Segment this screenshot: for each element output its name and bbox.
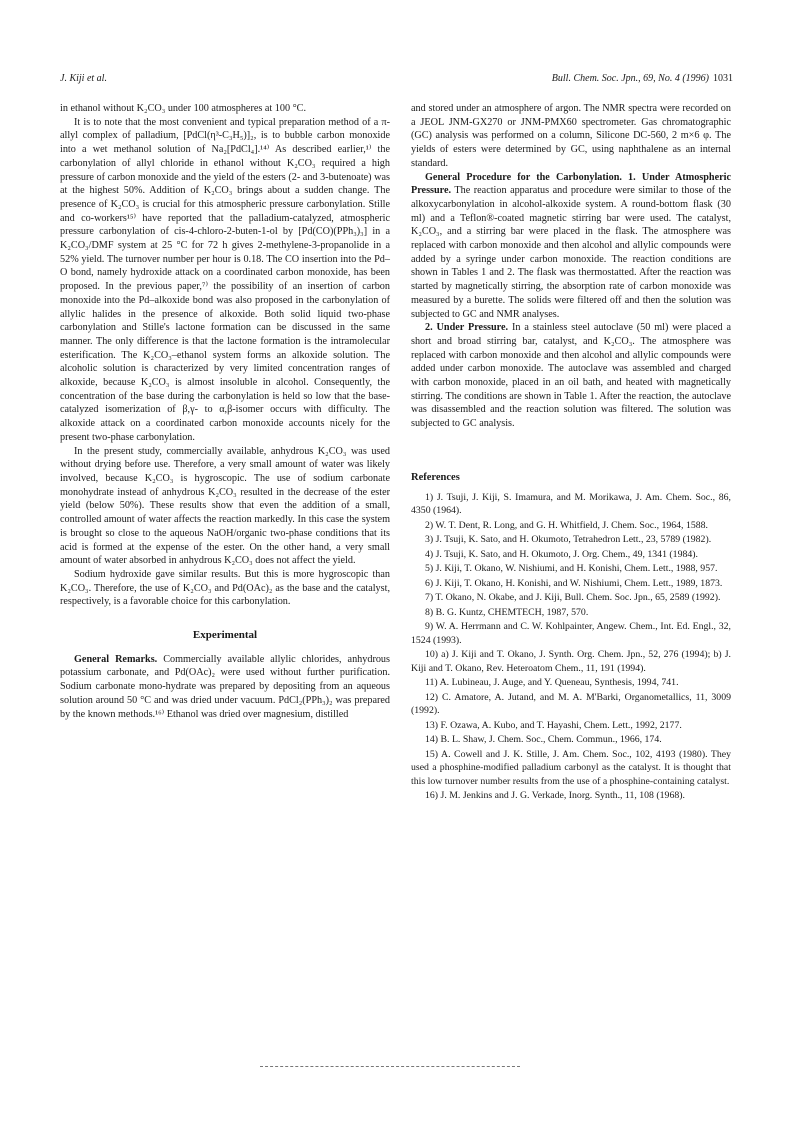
paragraph: It is to note that the most convenient and typical preparation method of a π-allyl complex of palladium, [PdCl(η³-C₃H₅)]₂, is to bubble carbon monoxide into a wet methanol solution of Na₂[PdCl₄].¹⁴⁾ As described earlier,¹⁾ the carbonylation of allyl chloride in ethanol without K₂CO₃ required a high pressure of carbon monoxide and the yield of the esters (2- and 3-butenoate) was at the highest 50%. Addition of K₂CO₃ brings about a sudden change. The presence of K₂CO₃ is crucial for this atmospheric pressure carbonylation. Stille and co-workers¹⁵⁾ have reported that the palladium-catalyzed, atmospheric pressure carbonylation of cis-4-chloro-2-buten-1-ol by [Pd(CO)(PPh₃)₃] in a K₂CO₃/DMF system at 25 °C for 72 h gives 2-methylene-3-propanolide in a 52% yield. The turnover number per hour is 0.18. The CO insertion into the Pd–O bond, namely hydroxide attack on a coordinated carbon monoxide, has been proposed. In the previous paper,⁷⁾ the possibility of an insertion of carbon monoxide into the Pd–alkoxide bond was also proposed in the carbonylation of allylic halides in the presence of alkoxide. Both solid liquid two-phase carbonylation and Stille's lactone formation can be discussed in the same manner. The only difference is that the lactone formation is the intramolecular esterification. The K₂CO₃–ethanol system forms an alkoxide solution. The alcoholic solution is characterized by very limited concentration ranges of alkoxide, because K₂CO₃ is almost insoluble in alcohol. Consequently, the concentration of the base during the carbonylation is held so low that the base-catalyzed isomerization of β,γ- to α,β-isomer occurs with difficulty. The alkoxide attack on a coordinated carbon monoxide accounts nicely for the present two-phase carbonylation.	[60, 116, 390, 443]
paragraph: in ethanol without K₂CO₃ under 100 atmospheres at 100 °C.	[60, 103, 307, 114]
page-number: 1031	[713, 73, 733, 84]
left-column	[60, 102, 390, 721]
header-journal-block	[552, 73, 733, 84]
header-journal: Bull. Chem. Soc. Jpn., 69, No. 4 (1996)	[551, 73, 709, 84]
paragraph-general-remarks	[60, 653, 390, 722]
references-heading: References	[411, 471, 460, 483]
paragraph-under-pressure	[411, 321, 731, 431]
reference-item: 3) J. Tsuji, K. Sato, and H. Okumoto, Tetrahedron Lett., 23, 5789 (1982).	[425, 534, 712, 546]
paragraph-general-procedure	[411, 171, 731, 322]
reference-item: 13) F. Ozawa, A. Kubo, and T. Hayashi, Chem. Lett., 1992, 2177.	[425, 719, 682, 731]
reference-item: 8) B. G. Kuntz, CHEMTECH, 1987, 570.	[425, 606, 589, 618]
paragraph: and stored under an atmosphere of argon. The NMR spectra were recorded on a JEOL JNM-GX270 or JNM-PMX60 spectrometer. Gas chromatographic (GC) analysis was performed on a column, Silicone DC-560, 2 m×6 φ. The yields of esters were determined by GC, using naphthalene as an internal standard.	[411, 103, 731, 169]
run-in-heading: General Remarks.	[74, 653, 158, 665]
reference-item: 2) W. T. Dent, R. Long, and G. H. Whitfield, J. Chem. Soc., 1964, 1588.	[425, 519, 709, 531]
footer-divider	[260, 1066, 520, 1067]
reference-item: 16) J. M. Jenkins and J. G. Verkade, Inorg. Synth., 11, 108 (1968).	[425, 790, 685, 802]
paragraph-text: The reaction apparatus and procedure were similar to those of the alkoxycarbonylation in alcohol-alkoxide system. A round-bottom flask (30 ml) and a Teflon®-coated magnetic stirring bar were used. The catalyst, K₂CO₃, and a stirring bar were placed in the flask. The atmosphere was replaced with carbon monoxide and then alcohol and allylic compounds were added by a syringe under carbon monoxide. The reaction conditions are shown in Tables 1 and 2. The flask was thermostatted. After the reaction was started by magnetically stirring, the absorption rate of carbon monoxide was measured by a burette. The solids were filtered off and then the solution was subjected to GC and NMR analyses.	[411, 185, 731, 320]
reference-item: 1) J. Tsuji, J. Kiji, S. Imamura, and M. Morikawa, J. Am. Chem. Soc., 86, 4350 (1964).	[411, 491, 731, 517]
reference-item: 5) J. Kiji, T. Okano, W. Nishiumi, and H. Konishi, Chem. Lett., 1988, 957.	[425, 563, 718, 575]
reference-item: 10) a) J. Kiji and T. Okano, J. Synth. Org. Chem. Jpn., 52, 276 (1994); b) J. Kiji and T. Okano, Rev. Heteroatom Chem., 11, 191 (1994).	[411, 649, 731, 674]
reference-item: 11) A. Lubineau, J. Auge, and Y. Queneau, Synthesis, 1994, 741.	[425, 677, 679, 689]
run-in-heading: 2. Under Pressure.	[425, 322, 509, 334]
reference-item: 6) J. Kiji, T. Okano, H. Konishi, and W. Nishiumi, Chem. Lett., 1989, 1873.	[425, 577, 723, 589]
reference-item: 9) W. A. Herrmann and C. W. Kohlpainter, Angew. Chem., Int. Ed. Engl., 32, 1524 (1993).	[411, 621, 731, 646]
run-in-heading: General Procedure for the Carbonylation. 1. Under Atmospheric Pressure.	[411, 171, 731, 197]
paragraph: Sodium hydroxide gave similar results. But this is more hygroscopic than K₂CO₃. Therefore, the use of K₂CO₃ and Pd(OAc)₂ as the base and the catalyst, respectively, is a favorable choice for this carbonylation.	[60, 568, 390, 608]
reference-item: 12) C. Amatore, A. Jutand, and M. A. M'Barki, Organometallics, 11, 3009 (1992).	[411, 691, 731, 717]
right-column	[411, 102, 731, 804]
running-header	[60, 73, 733, 89]
reference-list	[411, 491, 731, 803]
paragraph-text: Commercially available allylic chlorides, anhydrous potassium carbonate, and Pd(OAc)₂ were used without further purification. Sodium carbonate mono-hydrate was prepared by depositing from an aqueous solution around 50 °C and was dried under vacuum. PdCl₂(PPh₃)₂ was prepared by the known methods.¹⁶⁾ Ethanol was dried over magnesium, distilled	[60, 653, 390, 720]
paragraph: In the present study, commercially available, anhydrous K₂CO₃ was used without drying before use. Therefore, a very small amount of water was likely involved, because K₂CO₃ is hygroscopic. The use of sodium carbonate monohydrate instead of anhydrous K₂CO₃ resulted in the decrease of the ester yield (below 50%). These results show that even the addition of a small, controlled amount of water affects the reaction markedly. In this case the system is brought so close to the aqueous NaOH/organic two-phase conditions that its acid is formed at the expense of the ester. On the other hand, a very small amount of water absorbed in anhydrous K₂CO₃ does not affect the yield.	[60, 445, 390, 567]
reference-item: 14) B. L. Shaw, J. Chem. Soc., Chem. Commun., 1966, 174.	[425, 734, 662, 746]
reference-item: 7) T. Okano, N. Okabe, and J. Kiji, Bull. Chem. Soc. Jpn., 65, 2589 (1992).	[425, 592, 721, 604]
header-authors: J. Kiji et al.	[60, 73, 107, 84]
experimental-heading: Experimental	[192, 629, 258, 642]
reference-item: 4) J. Tsuji, K. Sato, and H. Okumoto, J. Org. Chem., 49, 1341 (1984).	[425, 548, 698, 560]
paragraph-text: In a stainless steel autoclave (50 ml) were placed a short and broad stirring bar, catalyst, and K₂CO₃. The atmosphere was replaced with carbon monoxide and then alcohol and allylic compounds were added under carbon monoxide. The autoclave was assembled and charged with carbon monoxide, placed in an oil bath, and heated with magnetically stirring. The conditions are shown in Table 1. After the reaction, the autoclave was disassembled and the reaction solution was filtered. The solution was subjected to GC analysis.	[411, 322, 731, 430]
reference-item: 15) A. Cowell and J. K. Stille, J. Am. Chem. Soc., 102, 4193 (1980). They used a phosphine-modified palladium carbonyl as the catalyst. It is thought that this low turnover number results from the use of a phosphine-containing catalyst.	[411, 748, 731, 787]
